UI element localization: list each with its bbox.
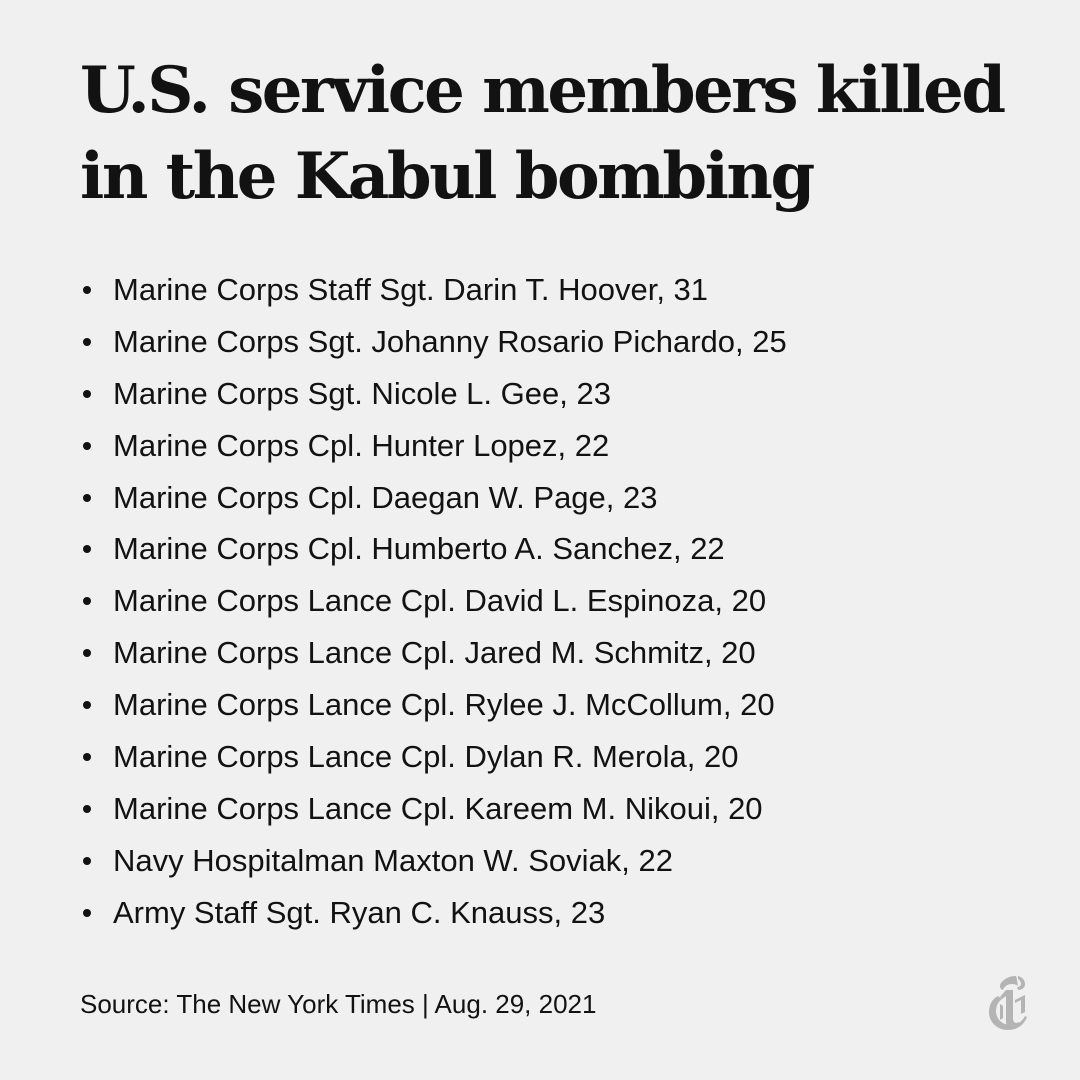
bullet-icon [83, 805, 91, 813]
list-item [80, 523, 787, 575]
bullet-icon [83, 286, 91, 294]
headline-line-1: U.S. service members killed [80, 53, 1004, 128]
list-item [80, 783, 787, 835]
list-item [80, 627, 787, 679]
list-item-text: Marine Corps Staff Sgt. Darin T. Hoover, 31 [113, 272, 709, 307]
list-item-text: Army Staff Sgt. Ryan C. Knauss, 23 [113, 894, 606, 930]
bullet-icon [83, 701, 91, 709]
list-item [80, 316, 787, 368]
list-item [80, 264, 787, 316]
bullet-icon [83, 442, 91, 450]
list-item-text: Marine Corps Lance Cpl. Dylan R. Merola, 20 [113, 739, 739, 775]
bullet-icon [83, 390, 91, 398]
bullet-icon [83, 649, 91, 657]
list-item-text: Marine Corps Cpl. Humberto A. Sanchez, 22 [113, 531, 725, 567]
headline-line-2: in the Kabul bombing [80, 139, 813, 214]
nyt-t-logo-icon [986, 974, 1032, 1032]
list-item-text: Marine Corps Sgt. Nicole L. Gee, 23 [113, 375, 611, 411]
list-item [80, 887, 787, 939]
bullet-icon [83, 753, 91, 761]
list-item [80, 731, 787, 783]
bullet-icon [83, 909, 91, 917]
list-item [80, 420, 787, 472]
list-item-text: Marine Corps Cpl. Hunter Lopez, 22 [113, 427, 610, 463]
list-item-text: Marine Corps Lance Cpl. Jared M. Schmitz, 20 [113, 635, 756, 671]
bullet-icon [83, 494, 91, 502]
bullet-icon [83, 857, 91, 865]
list-item-text: Marine Corps Sgt. Johanny Rosario Pichardo, 25 [113, 323, 787, 359]
bullet-icon [83, 597, 91, 605]
bullet-icon [83, 338, 91, 346]
list-item [80, 368, 787, 420]
list-item [80, 472, 787, 524]
list-item [80, 679, 787, 731]
list-item-text: Marine Corps Lance Cpl. Rylee J. McCollum, 20 [113, 687, 775, 723]
list-item [80, 575, 787, 627]
bullet-icon [83, 545, 91, 553]
headline [80, 48, 1020, 220]
list-item [80, 835, 787, 887]
source-line: Source: The New York Times | Aug. 29, 2021 [80, 989, 597, 1019]
list-item-text: Marine Corps Lance Cpl. Kareem M. Nikoui, 20 [113, 790, 763, 826]
list-item-text: Marine Corps Lance Cpl. David L. Espinoza, 20 [113, 583, 767, 619]
list-item-text: Navy Hospitalman Maxton W. Soviak, 22 [113, 842, 673, 878]
victims-list [80, 264, 787, 939]
list-item-text: Marine Corps Cpl. Daegan W. Page, 23 [113, 479, 658, 515]
